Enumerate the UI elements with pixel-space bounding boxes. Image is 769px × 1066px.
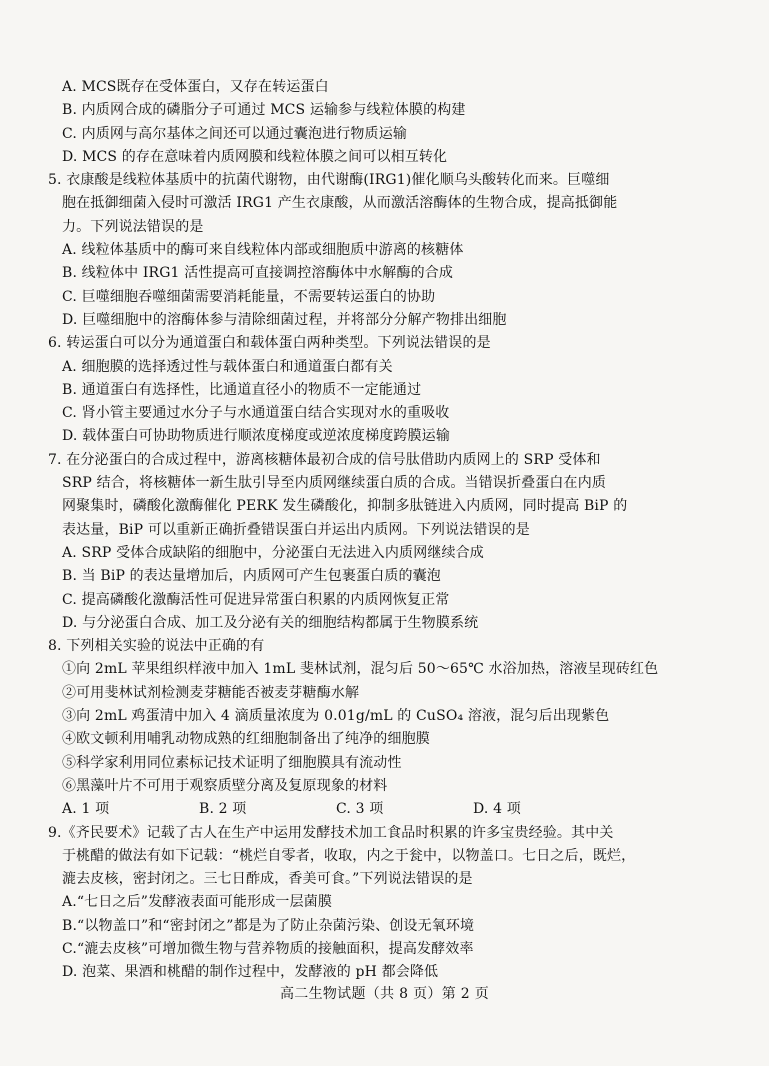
q5-stem-line: 胞在抵御细菌入侵时可激活 IRG1 产生衣康酸，从而激活溶酶体的生物合成，提高抵御能 [62, 195, 618, 212]
q6-option-d: D. 载体蛋白可协助物质进行顺浓度梯度或逆浓度梯度跨膜运输 [62, 428, 450, 445]
q8-option-d: D. 4 项 [473, 801, 521, 818]
q8-option-a: A. 1 项 [62, 801, 110, 818]
q7-stem-line: 网聚集时，磷酸化激酶催化 PERK 发生磷酸化，抑制多肽链进入内质网，同时提高 BiP 的 [62, 498, 628, 515]
q9-option-d: D. 泡菜、果酒和桃醋的制作过程中，发酵液的 pH 都会降低 [62, 964, 439, 981]
q5-option-d: D. 巨噬细胞中的溶酶体参与清除细菌过程，并将部分分解产物排出细胞 [62, 311, 507, 328]
q8-option-b: B. 2 项 [199, 801, 247, 818]
q7-option-b: B. 当 BiP 的表达量增加后，内质网可产生包裹蛋白质的囊泡 [62, 568, 441, 585]
q8-option-c: C. 3 项 [336, 801, 384, 818]
q4-option-a: A. MCS既存在受体蛋白，又存在转运蛋白 [62, 79, 329, 95]
q4-option-b: B. 内质网合成的磷脂分子可通过 MCS 运输参与线粒体膜的构建 [62, 102, 466, 119]
q9-stem-line: 漉去皮核，密封闭之。三七日酢成，香美可食。”下列说法错误的是 [62, 871, 473, 888]
q9-stem-line: 9.《齐民要术》记载了古人在生产中运用发酵技术加工食品时积累的许多宝贵经验。其中关 [48, 824, 614, 841]
q5-stem-line: 力。下列说法错误的是 [62, 218, 204, 235]
q7-option-d: D. 与分泌蛋白合成、加工及分泌有关的细胞结构都属于生物膜系统 [62, 614, 479, 631]
q8-options-row [48, 798, 738, 821]
q8-item-3: ③向 2mL 鸡蛋清中加入 4 滴质量浓度为 0.01g/mL 的 CuSO₄ 溶液，混匀后出现紫色 [62, 708, 610, 725]
q5-option-a: A. 线粒体基质中的酶可来自线粒体内部或细胞质中游离的核糖体 [62, 242, 464, 259]
q4-option-d: D. MCS 的存在意味着内质网膜和线粒体膜之间可以相互转化 [62, 148, 448, 165]
q9-option-c: C.“漉去皮核”可增加微生物与营养物质的接触面积，提高发酵效率 [62, 940, 474, 957]
q8-item-4: ④欧文顿利用哺乳动物成熟的红细胞制备出了纯净的细胞膜 [62, 731, 430, 748]
q7-stem-line: 表达量，BiP 可以重新正确折叠错误蛋白并运出内质网。下列说法错误的是 [62, 521, 530, 538]
q6-option-c: C. 肾小管主要通过水分子与水通道蛋白结合实现对水的重吸收 [62, 405, 450, 422]
q7-stem-line: 7. 在分泌蛋白的合成过程中，游离核糖体最初合成的信号肽借助内质网上的 SRP 受体和 [48, 451, 601, 468]
q4-option-c: C. 内质网与高尔基体之间还可以通过囊泡进行物质运输 [62, 125, 408, 142]
q9-option-a: A.“七日之后”发酵液表面可能形成一层菌膜 [62, 894, 333, 911]
q9-option-b: B.“以物盖口”和“密封闭之”都是为了防止杂菌污染、创设无氧环境 [62, 917, 475, 934]
q5-option-b: B. 线粒体中 IRG1 活性提高可直接调控溶酶体中水解酶的合成 [62, 265, 454, 282]
q8-item-1: ①向 2mL 苹果组织样液中加入 1mL 斐林试剂，混匀后 50～65℃ 水浴加热，溶液呈现砖红色 [62, 661, 659, 678]
q8-item-5: ⑤科学家利用同位素标记技术证明了细胞膜具有流动性 [62, 754, 402, 771]
q7-option-c: C. 提高磷酸化激酶活性可促进异常蛋白积累的内质网恢复正常 [62, 591, 450, 608]
q8-stem-line: 8. 下列相关实验的说法中正确的有 [48, 638, 265, 655]
question-content [48, 76, 738, 985]
q6-stem-line: 6. 转运蛋白可以分为通道蛋白和载体蛋白两种类型。下列说法错误的是 [48, 335, 491, 352]
q7-stem-line: SRP 结合，将核糖体一新生肽引导至内质网继续蛋白质的合成。当错误折叠蛋白在内质 [62, 475, 606, 492]
page-footer: 高二生物试题（共 8 页）第 2 页 [279, 986, 489, 1002]
q7-option-a: A. SRP 受体合成缺陷的细胞中，分泌蛋白无法进入内质网继续合成 [62, 544, 484, 561]
q8-item-2: ②可用斐林试剂检测麦芽糖能否被麦芽糖酶水解 [62, 684, 360, 701]
q6-option-b: B. 通道蛋白有选择性，比通道直径小的物质不一定能通过 [62, 381, 422, 398]
q9-stem-line: 于桃醋的做法有如下记载：“桃烂自零者，收取，内之于瓮中，以物盖口。七日之后，既烂， [62, 847, 636, 864]
q8-item-6: ⑥黑藻叶片不可用于观察质壁分离及复原现象的材料 [62, 777, 388, 794]
q6-option-a: A. 细胞膜的选择透过性与载体蛋白和通道蛋白都有关 [62, 358, 393, 375]
q5-stem-line: 5. 衣康酸是线粒体基质中的抗菌代谢物，由代谢酶(IRG1)催化顺乌头酸转化而来。巨噬细 [48, 172, 610, 189]
q5-option-c: C. 巨噬细胞吞噬细菌需要消耗能量，不需要转运蛋白的协助 [62, 288, 436, 305]
